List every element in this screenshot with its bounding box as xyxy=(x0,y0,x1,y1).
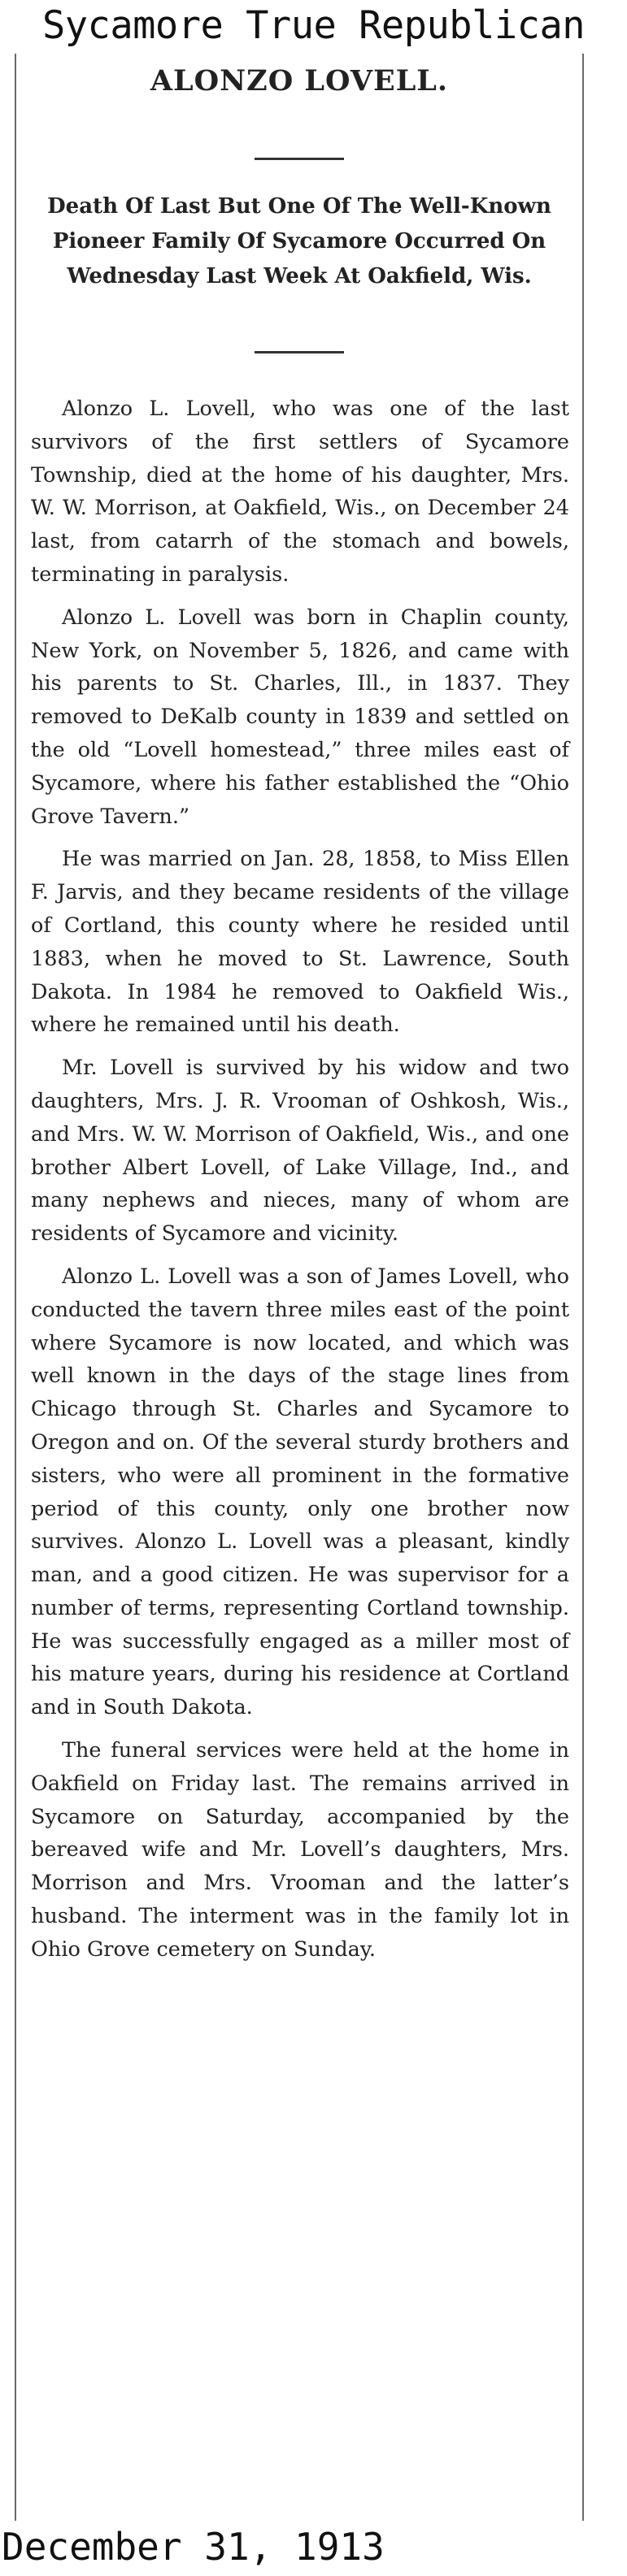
body-paragraph-4: Mr. Lovell is survived by his widow and two daughters, Mrs. J. R. Vrooman of Oshkosh, Wis., and Mrs. W. W. Morrison of Oakfield, Wis., and one brother Albert Lovell, of Lake Village, Ind., and many nephews and nieces, many of whom are residents of Sycamore and vicinity. xyxy=(31,1056,569,1247)
headline-divider xyxy=(255,158,344,160)
body-paragraph-5: Alonzo L. Lovell was a son of James Lovell, who conducted the tavern three miles east of the point where Sycamore is now located, and which was well known in the days of the stage lines from Chicago through St. Charles and Sycamore to Oregon and on. Of the several sturdy brothers and sisters, who were all prominent in the formative period of this county, only one brother now survives. Alonzo L. Lovell was a pleasant, kindly man, and a good citizen. He was supervisor for a number of terms, representing Cortland township. He was successfully engaged as a miller most of his mature years, during his residence at Cortland and in South Dakota. xyxy=(31,1264,569,1720)
article-body xyxy=(31,392,569,1967)
article-subheadline: Death Of Last But One Of The Well-Known Pioneer Family Of Sycamore Occurred On Wednesday Last Week At Oakfield, Wis. xyxy=(47,194,551,288)
article-clipping xyxy=(15,54,584,2521)
body-paragraph-1: Alonzo L. Lovell, who was one of the last survivors of the first settlers of Sycamore Township, died at the home of his daughter, Mrs. W. W. Morrison, at Oakfield, Wis., on December 24 last, from catarrh of the stomach and bowels, terminating in paralysis. xyxy=(31,397,569,587)
body-paragraph-6: The funeral services were held at the home in Oakfield on Friday last. The remains arrived in Sycamore on Saturday, accompanied by the bereaved wife and Mr. Lovell’s daughters, Mrs. Morrison and Mrs. Vrooman and the latter’s husband. The interment was in the family lot in Ohio Grove cemetery on Sunday. xyxy=(31,1738,569,1962)
subheadline-divider xyxy=(255,351,344,353)
article-headline: ALONZO LOVELL. xyxy=(150,64,449,98)
body-paragraph-2: Alonzo L. Lovell was born in Chaplin county, New York, on November 5, 1826, and came with his parents to St. Charles, Ill., in 1837. They removed to DeKalb county in 1839 and settled on the old “Lovell homestead,” three miles east of Sycamore, where his father established the “Ohio Grove Tavern.” xyxy=(31,605,569,829)
newspaper-masthead: Sycamore True Republican xyxy=(41,3,586,48)
body-paragraph-3: He was married on Jan. 28, 1858, to Miss Ellen F. Jarvis, and they became residents of the village of Cortland, this county where he resided until 1883, when he moved to St. Lawrence, South Dakota. In 1984 he removed to Oakfield Wis., where he remained until his death. xyxy=(31,847,569,1038)
publication-date: December 31, 1913 xyxy=(2,2525,385,2569)
